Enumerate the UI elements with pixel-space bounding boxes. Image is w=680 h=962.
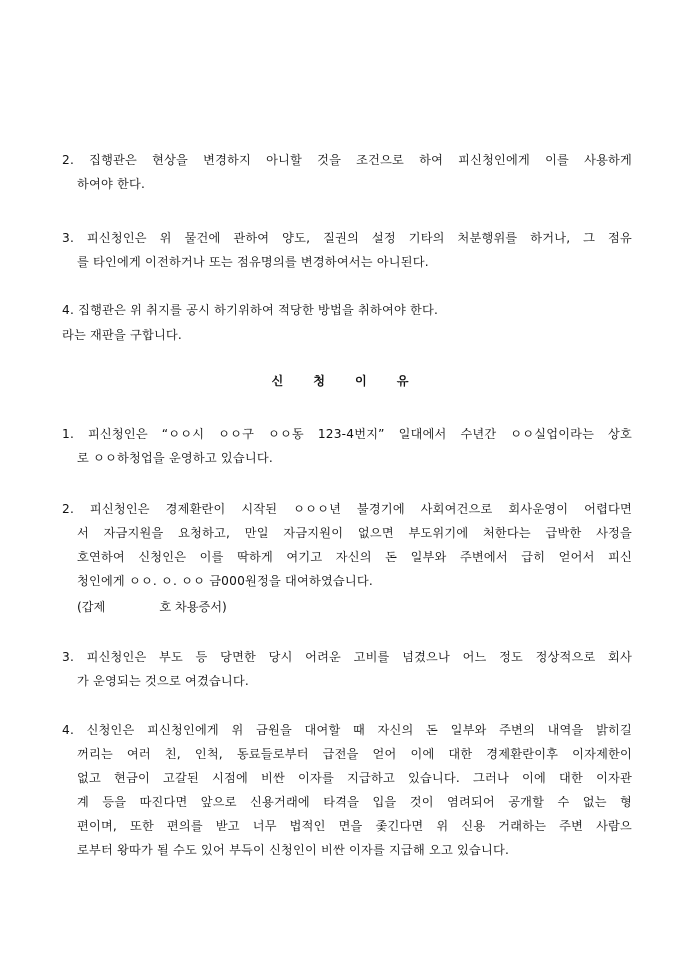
reason-line: 꺼리는 여러 친, 인척, 동료들로부터 급전을 얻어 이에 대한 경제환란이후 이자제한이 <box>77 747 632 761</box>
claim-line: 하여야 한다. <box>77 177 146 191</box>
reason-line: 서 자금지원을 요청하고, 만일 자금지원이 없으면 부도위기에 처한다는 급박한 사정을 <box>77 526 632 540</box>
reason-line: 청인에게 ㅇㅇ. ㅇ. ㅇㅇ 금000원정을 대여하였습니다. <box>77 574 373 588</box>
claim-line: 를 타인에게 이전하거나 또는 점유명의를 변경하여서는 아니된다. <box>77 255 429 269</box>
reason-line: 1. 피신청인은 “ㅇㅇ시 ㅇㅇ구 ㅇㅇ동 123-4번지” 일대에서 수년간 ㅇㅇ실업이라는 상호 <box>62 427 632 441</box>
claim-line: 2. 집행관은 현상을 변경하지 아니할 것을 조건으로 하여 피신청인에게 이를 사용하게 <box>62 153 632 167</box>
closing-line: 라는 재판을 구합니다. <box>62 328 182 342</box>
claim-line: 4. 집행관은 위 취지를 공시 하기위하여 적당한 방법을 취하여야 한다. <box>62 303 439 317</box>
section-heading: 신청이유 <box>271 374 439 388</box>
reason-line: 없고 현금이 고갈된 시점에 비싼 이자를 지급하고 있습니다. 그러나 이에 대한 이자관 <box>77 771 632 785</box>
reason-line: 4. 신청인은 피신청인에게 위 금원을 대여할 때 자신의 돈 일부와 주변의 내역을 밝히길 <box>62 723 632 737</box>
reason-line: 로 ㅇㅇ하청업을 운영하고 있습니다. <box>77 451 273 465</box>
claim-item-2 <box>62 148 632 196</box>
reason-item-4 <box>62 718 632 862</box>
reason-line: 계 등을 따진다면 앞으로 신용거래에 타격을 입을 것이 염려되어 공개할 수 없는 형 <box>77 795 632 809</box>
reason-item-1 <box>62 422 632 470</box>
reason-line: 가 운영되는 것으로 여겼습니다. <box>77 674 249 688</box>
reason-line: 2. 피신청인은 경제환란이 시작된 ㅇㅇㅇ년 불경기에 사회여건으로 회사운영이 어렵다면 <box>62 502 632 516</box>
closing-sentence <box>62 323 632 347</box>
reason-line: 3. 피신청인은 부도 등 당면한 당시 어려운 고비를 넘겼으나 어느 정도 정상적으로 회사 <box>62 650 632 664</box>
evidence-note-open: (갑제 <box>77 600 106 614</box>
claim-item-3 <box>62 226 632 274</box>
evidence-note-close: 호 차용증서) <box>159 600 227 614</box>
claim-item-4 <box>62 298 632 322</box>
reason-item-2 <box>62 497 632 593</box>
claim-line: 3. 피신청인은 위 물건에 관하여 양도, 질권의 설정 기타의 처분행위를 하거나, 그 점유 <box>62 231 632 245</box>
reason-line: 편이며, 또한 편의를 받고 너무 법적인 면을 좇긴다면 위 신용 거래하는 주변 사람으 <box>77 819 632 833</box>
reason-line: 호연하여 신청인은 이를 딱하게 여기고 자신의 돈 일부와 주변에서 급히 얻어서 피신 <box>77 550 632 564</box>
reason-line: 로부터 왕따가 될 수도 있어 부득이 신청인이 비싼 이자를 지급해 오고 있습니다. <box>77 843 510 857</box>
reason-item-3 <box>62 645 632 693</box>
evidence-note <box>77 595 227 619</box>
